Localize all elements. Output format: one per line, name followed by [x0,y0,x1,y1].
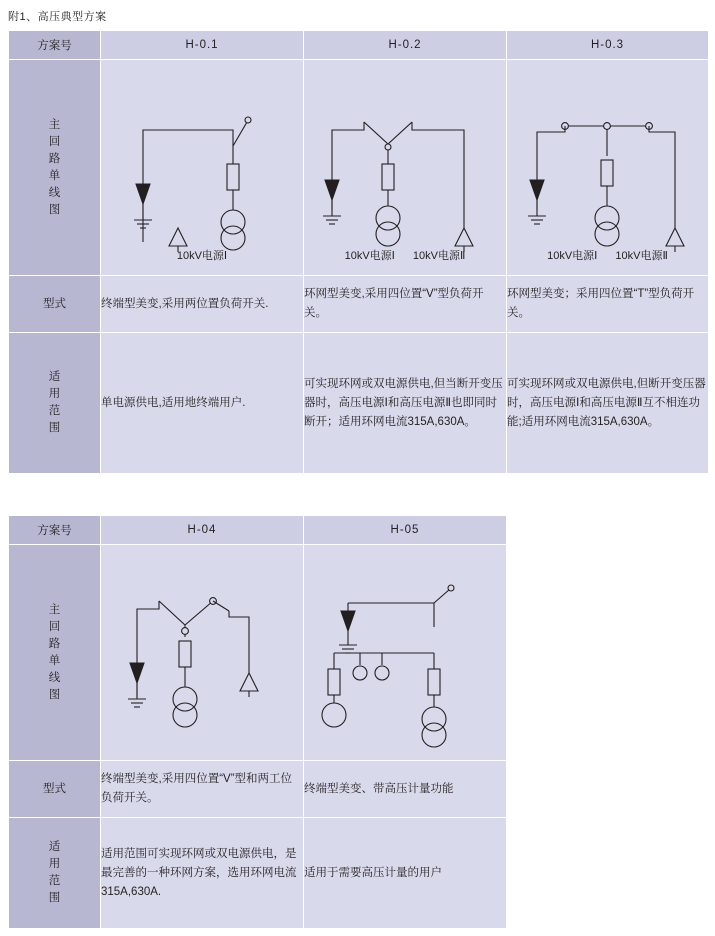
row-label-char: 单 [48,169,61,182]
header-label: 方案号 [9,516,101,545]
row-label-char: 图 [48,688,61,701]
header-col-1: H-04 [101,516,304,545]
row-label-type: 型式 [9,276,101,333]
row-label-diagram [9,545,101,761]
header-label: 方案号 [9,31,101,60]
table-row-diagram [9,545,709,761]
type-cell-h05: 终端型美变、带高压计量功能 [304,761,507,818]
scope-cell-h02: 可实现环网或双电源供电,但当断开变压器时，高压电源Ⅰ和高压电源Ⅱ也即同时断开；适用环网电流315A,630A。 [304,333,507,474]
row-label-scope [9,818,101,929]
header-col-2: H-0.2 [304,31,507,60]
single-line-diagram-h04 [101,545,303,760]
header-col-3 [507,516,709,545]
single-line-diagram-h02 [304,60,506,275]
row-label-char: 线 [48,671,61,684]
row-label-char: 线 [48,186,61,199]
single-line-diagram-h05 [304,545,506,760]
row-label-char: 主 [48,603,61,616]
source-labels [101,247,303,263]
table-row-type [9,276,709,333]
row-label-char: 图 [48,203,61,216]
row-label-char: 围 [48,892,61,904]
scope-cell-h05: 适用于需要高压计量的用户 [304,818,507,929]
header-col-3: H-0.3 [507,31,709,60]
row-label-char: 用 [48,388,61,400]
scope-cell-h03: 可实现环网或双电源供电,但断开变压器时，高压电源Ⅰ和高压电源Ⅱ互不相连功能;适用环网电流315A,630A。 [507,333,709,474]
type-cell-empty [507,761,709,818]
type-cell-h02: 环网型美变,采用四位置“V”型负荷开关。 [304,276,507,333]
row-label-diagram [9,60,101,276]
diagram-cell-empty [507,545,709,761]
row-label-char: 用 [48,858,61,870]
scheme-table-2 [8,515,709,929]
table-header-row [9,31,709,60]
single-line-diagram-h03 [507,60,708,275]
source-label: 10kV电源Ⅱ [615,250,668,262]
diagram-cell-h04 [101,545,304,761]
row-label-scope [9,333,101,474]
table-row-type [9,761,709,818]
table-row-scope [9,333,709,474]
type-cell-h04: 终端型美变,采用四位置“V”型和两工位负荷开关。 [101,761,304,818]
type-cell-h01: 终端型美变,采用两位置负荷开关. [101,276,304,333]
row-label-char: 适 [48,841,61,853]
diagram-cell-h01 [101,60,304,276]
row-label-char: 主 [48,118,61,131]
row-label-char: 适 [48,371,61,383]
table-row-scope [9,818,709,929]
source-labels [507,247,708,263]
type-cell-h03: 环网型美变；采用四位置“T”型负荷开关。 [507,276,709,333]
row-label-type: 型式 [9,761,101,818]
scope-cell-h04: 适用范围可实现环网或双电源供电，是最完善的一种环网方案，选用环网电流315A,630A. [101,818,304,929]
diagram-cell-h02 [304,60,507,276]
row-label-char: 范 [48,405,61,417]
single-line-diagram-h01 [101,60,303,275]
row-label-char: 范 [48,875,61,887]
scheme-table-1 [8,30,709,474]
source-label: 10kV电源Ⅰ [547,250,598,262]
source-label: 10kV电源Ⅰ [344,250,395,262]
source-labels [304,247,506,263]
source-label: 10kV电源Ⅱ [412,250,466,262]
table-row-diagram [9,60,709,276]
table-header-row [9,516,709,545]
header-col-1: H-0.1 [101,31,304,60]
diagram-cell-h05 [304,545,507,761]
row-label-char: 路 [48,637,61,650]
header-col-2: H-05 [304,516,507,545]
source-label: 10kV电源Ⅰ [176,250,228,262]
scope-cell-h01: 单电源供电,适用地终端用户. [101,333,304,474]
row-label-char: 路 [48,152,61,165]
diagram-cell-h03 [507,60,709,276]
row-label-char: 单 [48,654,61,667]
scope-cell-empty [507,818,709,929]
row-label-char: 围 [48,422,61,434]
row-label-char: 回 [48,135,61,148]
row-label-char: 回 [48,620,61,633]
page-title: 附1、高压典型方案 [8,11,107,23]
